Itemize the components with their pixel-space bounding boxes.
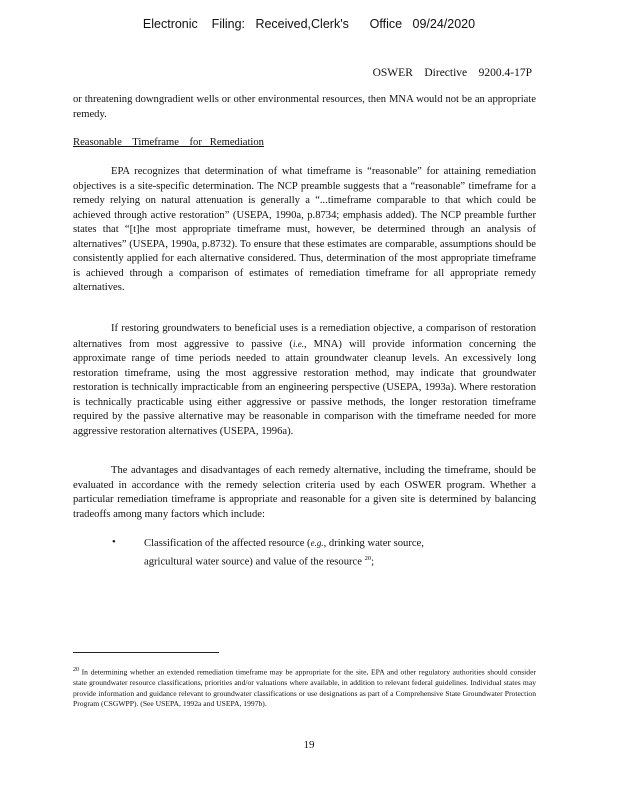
bullet-text: [144, 536, 442, 570]
paragraph-2-ie: i.e.: [292, 338, 304, 349]
paragraph-3: The advantages and disadvantages of each remedy alternative, including the timeframe, should be evaluated in accordance with the remedy selection criteria used by each OSWER program. Whether a particular remediation timeframe is appropriate and reasonable for a given site is determined by balancing tradeoffs among many factors which include:: [73, 465, 536, 520]
paragraph-2-text-a: If restoring groundwaters to beneficial uses is a remediation objective, a comparison of restoration alternatives from most aggressive to passive (: [73, 323, 536, 350]
paragraph-2-text-b: , MNA) will provide information concerning the approximate range of time periods needed to attain groundwater cleanup levels. An excessively long restoration timeframe, using the most aggressive restoration method, may indicate that groundwater restoration is technically impracticable from an engineering perspective (USEPA, 1993a). Where restoration is technically practicable using either aggressive or passive methods, the longer restoration timeframe required by the passive alternative may be reasonable in comparison with the timeframe needed for more aggressive restoration alternatives (USEPA, 1996a).: [73, 338, 536, 437]
bullet-text-b: , drinking water source, agricultural water source) and value of the resource: [144, 538, 424, 568]
paragraph-1: EPA recognizes that determination of what timeframe is “reasonable” for attaining remediation objectives is a site-specific determination. The NCP preamble suggests that a “reasonable” timeframe for a remedy relying on natural attenuation is generally a “...timeframe comparable to that which could be achieved through active restoration” (USEPA, 1990a, p.8734; emphasis added). The NCP preamble further states that “[t]he most appropriate timeframe must, however, be determined through an analysis of alternatives” (USEPA, 1990a, p.8732). To ensure that these estimates are comparable, assumptions should be consistently applied for each alternative considered. Thus, determination of the most appropriate timeframe is achieved through a comparison of estimates of remediation timeframe for all appropriate remedy alternatives.: [73, 166, 536, 293]
footnote-divider: [73, 652, 219, 653]
footnote: [73, 665, 536, 710]
filing-stamp: Electronic Filing: Received,Clerk's Office 09/24/2020: [142, 17, 476, 31]
footnote-reference: 20: [364, 554, 372, 562]
bullet-eg: e.g.: [310, 538, 324, 548]
directive-number: OSWER Directive 9200.4-17P: [372, 67, 532, 79]
paragraph-2: [73, 322, 536, 439]
bullet-text-end: ;: [371, 556, 375, 568]
footnote-text: In determining whether an extended remediation timeframe may be appropriate for the site, EPA and other regulatory authorities should consider state groundwater resource classifications, priorities and/or valuations where available, in addition to relevant federal guidelines. Individual states may provide information and guidance relevant to groundwater classifications or use designations as part of a Comprehensive State Groundwater Protection Program (CSGWPP). (See USEPA, 1992a and USEPA, 1997b).: [73, 667, 536, 709]
bullet-text-a: Classification of the affected resource (: [144, 538, 311, 549]
page-number: 19: [303, 739, 315, 751]
bullet-item: [112, 536, 442, 570]
continuation-paragraph: or threatening downgradient wells or other environmental resources, then MNA would not be an appropriate remedy.: [73, 94, 536, 120]
section-heading: Reasonable Timeframe for Remediation: [73, 137, 264, 148]
footnote-number: 20: [73, 667, 79, 673]
bullet-marker: •: [112, 537, 116, 548]
